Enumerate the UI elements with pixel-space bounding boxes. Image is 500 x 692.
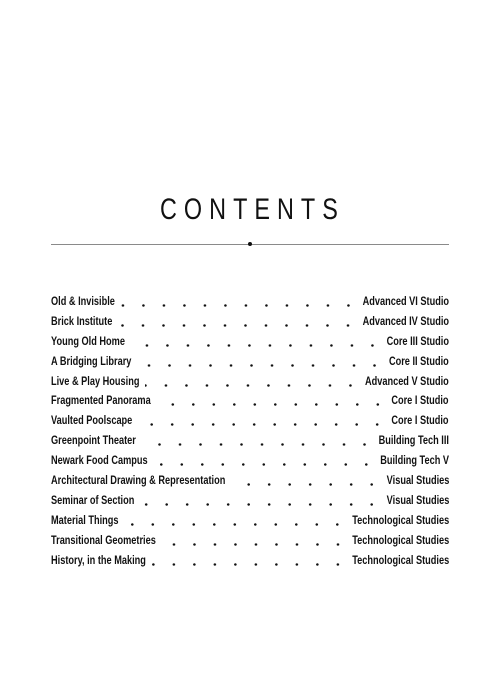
leader-dots (157, 403, 388, 406)
toc-entry[interactable] (51, 391, 449, 411)
leader-dots (154, 463, 377, 466)
toc-entry-course: Advanced V Studio (365, 375, 449, 388)
leader-dots (121, 304, 359, 307)
toc-entry-course: Advanced VI Studio (362, 296, 449, 308)
toc-entry[interactable] (51, 471, 449, 491)
toc-entry-title: History, in the Making (51, 554, 146, 567)
toc-entry-course: Building Tech V (380, 455, 449, 468)
toc-entry-title: Live & Play Housing (51, 375, 140, 388)
toc-entry[interactable] (51, 431, 449, 451)
leader-dots (118, 324, 358, 327)
toc-entry-course: Core I Studio (391, 415, 449, 428)
toc-entry-course: Visual Studies (386, 494, 449, 507)
leader-dots (142, 443, 375, 446)
toc-entry-title: Vaulted Poolscape (51, 415, 133, 428)
toc-entry-title: A Bridging Library (51, 355, 132, 368)
toc-entry-course: Core II Studio (389, 355, 449, 368)
page-title: CONTENTS (160, 193, 345, 226)
toc-entry-course: Advanced IV Studio (362, 315, 449, 328)
toc-entry-title: Fragmented Panorama (51, 395, 151, 408)
toc-entry[interactable] (51, 312, 449, 332)
leader-dots (131, 344, 383, 347)
toc-entry-title: Brick Institute (51, 315, 113, 328)
toc-entry[interactable] (51, 332, 449, 352)
toc-entry-course: Core I Studio (391, 395, 449, 408)
table-of-contents (51, 292, 449, 570)
toc-entry-course: Core III Studio (386, 335, 449, 348)
divider-dot-ornament (248, 242, 252, 246)
toc-entry-course: Building Tech III (378, 435, 449, 448)
toc-entry[interactable] (51, 451, 449, 471)
toc-entry-title: Old & Invisible (51, 296, 115, 308)
toc-entry[interactable] (51, 372, 449, 392)
toc-entry-title: Seminar of Section (51, 494, 135, 507)
leader-dots (231, 483, 382, 486)
toc-entry-course: Technological Studies (352, 534, 449, 547)
toc-entry[interactable] (51, 292, 449, 312)
toc-entry-title: Greenpoint Theater (51, 435, 136, 448)
toc-entry-course: Technological Studies (352, 514, 449, 527)
leader-dots (140, 503, 382, 506)
toc-entry-course: Technological Studies (352, 554, 449, 567)
leader-dots (138, 423, 387, 426)
toc-entry-title: Young Old Home (51, 335, 125, 348)
leader-dots (145, 384, 361, 387)
toc-entry[interactable] (51, 511, 449, 531)
toc-entry-title: Architectural Drawing & Representation (51, 475, 226, 488)
toc-entry[interactable] (51, 551, 449, 571)
leader-dots (152, 563, 348, 566)
leader-dots (162, 543, 348, 546)
toc-entry-title: Transitional Geometries (51, 534, 156, 547)
toc-entry-course: Visual Studies (386, 475, 449, 488)
toc-entry[interactable] (51, 531, 449, 551)
leader-dots (124, 523, 348, 526)
toc-entry-title: Newark Food Campus (51, 455, 148, 468)
toc-entry-title: Material Things (51, 514, 119, 527)
leader-dots (137, 364, 385, 367)
toc-entry[interactable] (51, 352, 449, 372)
toc-entry[interactable] (51, 411, 449, 431)
toc-entry[interactable] (51, 491, 449, 511)
